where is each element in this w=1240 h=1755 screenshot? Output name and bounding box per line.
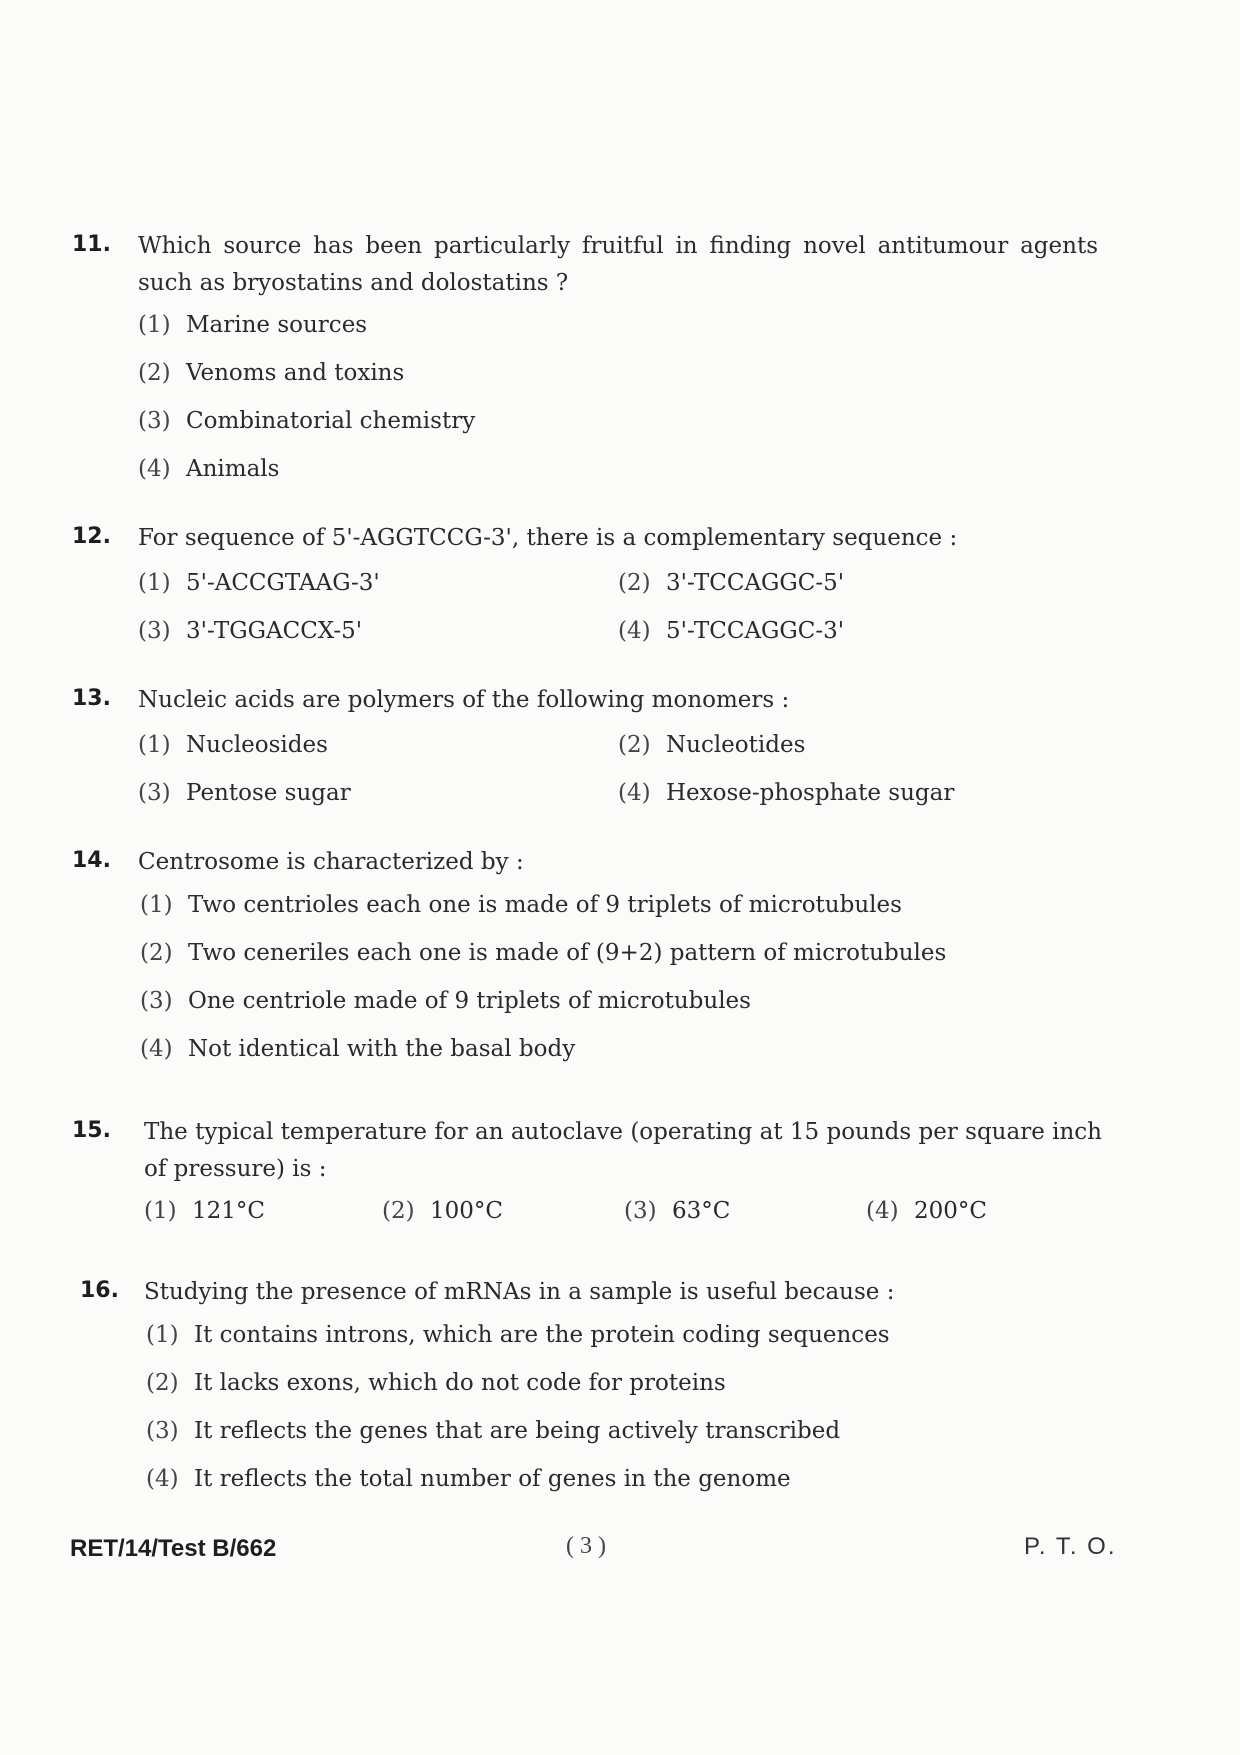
option-number: (4) (138, 456, 171, 482)
option-4 (138, 456, 279, 482)
option-3 (624, 1198, 730, 1224)
option-text: 63°C (672, 1198, 731, 1224)
question-number: 12. (72, 524, 111, 549)
option-number: (1) (144, 1198, 177, 1224)
option-number: (1) (138, 732, 171, 758)
option-text: Venoms and toxins (186, 360, 405, 386)
option-text: Not identical with the basal body (188, 1036, 576, 1062)
question-text: Which source has been particularly fruitful in finding novel antitumour agents such as bryostatins and dolostatins ? (138, 233, 1098, 296)
option-3 (138, 408, 475, 434)
question-text: Nucleic acids are polymers of the following monomers : (138, 687, 790, 713)
option-text: It lacks exons, which do not code for proteins (194, 1370, 726, 1396)
option-4 (618, 780, 954, 806)
option-3 (138, 780, 351, 806)
option-text: Hexose-phosphate sugar (666, 780, 955, 806)
question-text: The typical temperature for an autoclave (operating at 15 pounds per square inch of pressure) is : (144, 1119, 1102, 1182)
option-3 (138, 618, 362, 644)
option-text: It reflects the total number of genes in the genome (194, 1466, 791, 1492)
option-text: Nucleosides (186, 732, 328, 758)
option-number: (2) (618, 570, 651, 596)
option-1 (144, 1198, 265, 1224)
option-2 (618, 570, 844, 596)
option-number: (2) (140, 940, 173, 966)
option-number: (4) (146, 1466, 179, 1492)
option-number: (4) (618, 780, 651, 806)
option-text: 5'-TCCAGGC-3' (666, 618, 845, 644)
option-number: (1) (138, 570, 171, 596)
option-number: (2) (382, 1198, 415, 1224)
option-1 (146, 1322, 890, 1348)
option-1 (138, 312, 367, 338)
option-number: (3) (138, 408, 171, 434)
option-number: (3) (624, 1198, 657, 1224)
option-3 (140, 988, 751, 1014)
option-number: (1) (146, 1322, 179, 1348)
option-4 (618, 618, 844, 644)
option-text: 3'-TCCAGGC-5' (666, 570, 845, 596)
option-number: (3) (138, 618, 171, 644)
option-2 (138, 360, 404, 386)
option-text: Two centrioles each one is made of 9 triplets of microtubules (188, 892, 902, 918)
option-number: (1) (138, 312, 171, 338)
option-4 (866, 1198, 987, 1224)
option-number: (2) (146, 1370, 179, 1396)
option-text: Two ceneriles each one is made of (9+2) pattern of microtubules (188, 940, 947, 966)
question-number: 11. (72, 232, 111, 257)
option-text: Marine sources (186, 312, 368, 338)
option-number: (2) (618, 732, 651, 758)
option-number: (4) (140, 1036, 173, 1062)
question-text: Centrosome is characterized by : (138, 849, 524, 875)
option-text: 100°C (430, 1198, 503, 1224)
option-4 (146, 1466, 791, 1492)
option-2 (618, 732, 805, 758)
option-number: (3) (140, 988, 173, 1014)
option-text: 5'-ACCGTAAG-3' (186, 570, 380, 596)
option-2 (382, 1198, 503, 1224)
option-number: (2) (138, 360, 171, 386)
option-2 (146, 1370, 726, 1396)
option-number: (3) (146, 1418, 179, 1444)
option-number: (3) (138, 780, 171, 806)
option-number: (4) (618, 618, 651, 644)
option-4 (140, 1036, 575, 1062)
option-1 (138, 732, 328, 758)
option-2 (140, 940, 946, 966)
question-number: 14. (72, 848, 111, 873)
option-text: Animals (186, 456, 280, 482)
question-text: Studying the presence of mRNAs in a sample is useful because : (144, 1279, 895, 1305)
option-1 (138, 570, 380, 596)
pto-label: P. T. O. (1024, 1533, 1117, 1560)
option-text: It reflects the genes that are being actively transcribed (194, 1418, 841, 1444)
exam-code: RET/14/Test B/662 (70, 1535, 277, 1562)
option-text: 3'-TGGACCX-5' (186, 618, 363, 644)
option-number: (4) (866, 1198, 899, 1224)
option-text: Nucleotides (666, 732, 806, 758)
option-text: 121°C (192, 1198, 265, 1224)
question-number: 16. (80, 1278, 119, 1303)
option-text: Pentose sugar (186, 780, 351, 806)
question-number: 15. (72, 1118, 111, 1143)
page-number: ( 3 ) (566, 1533, 606, 1559)
option-text: It contains introns, which are the protein coding sequences (194, 1322, 890, 1348)
option-text: Combinatorial chemistry (186, 408, 476, 434)
option-3 (146, 1418, 840, 1444)
option-1 (140, 892, 902, 918)
option-number: (1) (140, 892, 173, 918)
question-number: 13. (72, 686, 111, 711)
question-text: For sequence of 5'-AGGTCCG-3', there is a complementary sequence : (138, 525, 958, 551)
option-text: One centriole made of 9 triplets of microtubules (188, 988, 751, 1014)
option-text: 200°C (914, 1198, 987, 1224)
